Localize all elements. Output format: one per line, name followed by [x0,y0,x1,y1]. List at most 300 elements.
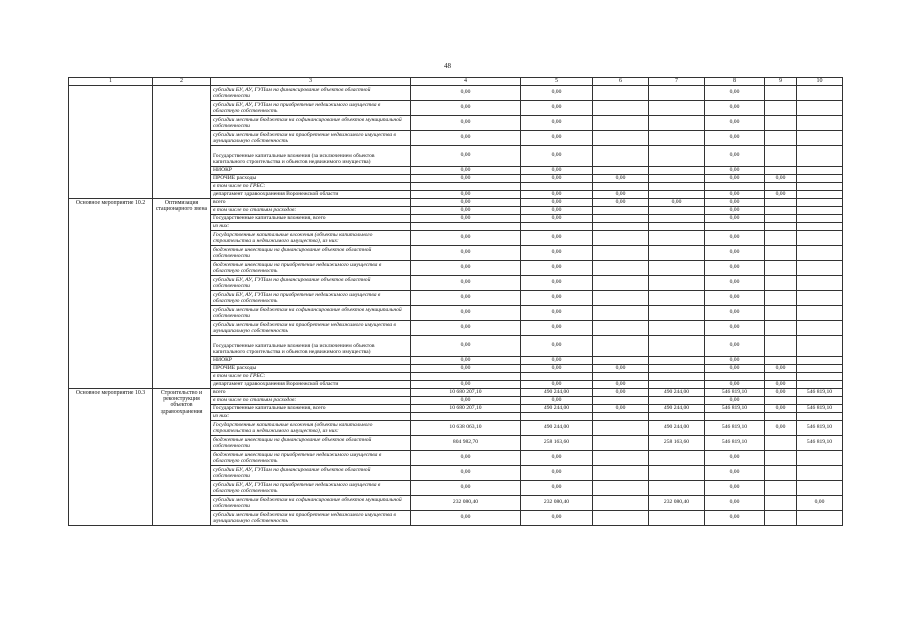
value-cell [765,306,797,321]
value-cell [797,413,843,421]
value-cell: 546 819,10 [797,405,843,413]
value-cell [765,436,797,451]
row-description: всего [211,199,411,207]
col-header: 6 [593,78,649,86]
value-cell: 0,00 [411,451,521,466]
value-cell: 0,00 [765,175,797,183]
value-cell: 0,00 [705,321,765,336]
value-cell: 0,00 [705,496,765,511]
value-cell [649,131,705,146]
value-cell: 0,00 [521,146,593,167]
value-cell [765,131,797,146]
value-cell [649,321,705,336]
value-cell: 0,00 [765,381,797,389]
value-cell: 0,00 [521,365,593,373]
row-description: всего [211,389,411,397]
value-cell [649,451,705,466]
col-header: 3 [211,78,411,86]
value-cell [797,215,843,223]
value-cell [593,413,649,421]
value-cell [797,207,843,215]
value-cell: 490 244,00 [649,389,705,397]
measure-name: Оптимизация стационарного звена [153,199,211,389]
value-cell [649,191,705,199]
value-cell: 0,00 [411,131,521,146]
value-cell: 258 163,60 [649,436,705,451]
value-cell [593,131,649,146]
value-cell: 232 080,40 [649,496,705,511]
value-cell: 0,00 [521,199,593,207]
value-cell: 0,00 [411,357,521,365]
col-header: 5 [521,78,593,86]
row-description: субсидии местным бюджетам на приобретение недвижимого имущества в муниципальную собственность [211,131,411,146]
value-cell [765,511,797,526]
value-cell: 0,00 [521,191,593,199]
value-cell: 0,00 [521,291,593,306]
value-cell: 0,00 [649,199,705,207]
col-header: 2 [153,78,211,86]
row-description: субсидии местным бюджетам на софинансирование объектов муниципальной собственности [211,496,411,511]
row-description: субсидии БУ, АУ, ГУПам на приобретение недвижимого имущества в областную собственность [211,291,411,306]
value-cell [797,291,843,306]
value-cell: 0,00 [705,481,765,496]
value-cell: 490 244,00 [649,405,705,413]
value-cell: 232 080,40 [521,496,593,511]
row-description: из них: [211,223,411,231]
value-cell [765,183,797,191]
value-cell [649,223,705,231]
value-cell: 0,00 [521,321,593,336]
value-cell [593,496,649,511]
value-cell [593,336,649,357]
value-cell: 232 080,40 [411,496,521,511]
value-cell [649,231,705,246]
value-cell [649,381,705,389]
value-cell [649,101,705,116]
value-cell: 490 244,00 [649,421,705,436]
value-cell [593,183,649,191]
row-description: ПРОЧИЕ расходы [211,175,411,183]
value-cell [521,413,593,421]
value-cell: 0,00 [593,175,649,183]
value-cell [593,223,649,231]
value-cell: 0,00 [705,261,765,276]
value-cell [593,436,649,451]
value-cell [593,146,649,167]
row-description: НИОКР [211,167,411,175]
value-cell: 0,00 [521,336,593,357]
value-cell: 0,00 [765,421,797,436]
value-cell [593,231,649,246]
value-cell [411,373,521,381]
value-cell [649,466,705,481]
value-cell: 0,00 [705,276,765,291]
value-cell: 10 638 063,10 [411,421,521,436]
value-cell: 0,00 [521,167,593,175]
row-description: бюджетные инвестиции на финансирование объектов областной собственности [211,436,411,451]
value-cell: 0,00 [411,261,521,276]
value-cell: 0,00 [411,276,521,291]
value-cell [593,321,649,336]
value-cell [797,246,843,261]
value-cell [765,466,797,481]
col-header: 8 [705,78,765,86]
value-cell: 0,00 [521,131,593,146]
row-description: субсидии БУ, АУ, ГУПам на приобретение недвижимого имущества в областную собственность [211,101,411,116]
value-cell [649,207,705,215]
row-description: бюджетные инвестиции на финансирование объектов областной собственности [211,246,411,261]
value-cell [797,397,843,405]
value-cell [649,116,705,131]
value-cell [797,511,843,526]
row-description: департамент здравоохранения Воронежской области [211,191,411,199]
value-cell [765,291,797,306]
value-cell: 0,00 [521,231,593,246]
value-cell [411,223,521,231]
value-cell [649,397,705,405]
value-cell [797,131,843,146]
row-description: в том числе по статьям расходов: [211,397,411,405]
value-cell [649,413,705,421]
value-cell: 0,00 [705,86,765,101]
value-cell [797,357,843,365]
value-cell [797,451,843,466]
value-cell [797,466,843,481]
table-row [69,86,843,101]
value-cell [797,365,843,373]
row-description: Государственные капитальные вложения, всего [211,215,411,223]
value-cell: 0,00 [705,191,765,199]
value-cell: 0,00 [521,466,593,481]
value-cell: 490 244,00 [521,405,593,413]
value-cell: 0,00 [521,86,593,101]
table-row [69,199,843,207]
value-cell: 0,00 [797,496,843,511]
value-cell [649,86,705,101]
value-cell [649,365,705,373]
value-cell: 0,00 [705,101,765,116]
value-cell: 0,00 [593,199,649,207]
row-description: Государственные капитальные вложения (объекты капитального строительства и недвижимого имущества), из них: [211,231,411,246]
value-cell [649,373,705,381]
value-cell: 0,00 [411,321,521,336]
value-cell: 0,00 [521,261,593,276]
row-description: в том числе по ГРБС: [211,373,411,381]
value-cell [765,261,797,276]
value-cell: 0,00 [411,231,521,246]
value-cell: 0,00 [705,207,765,215]
value-cell: 0,00 [705,231,765,246]
value-cell [649,276,705,291]
value-cell: 0,00 [765,365,797,373]
value-cell: 0,00 [411,175,521,183]
value-cell [411,183,521,191]
value-cell [521,223,593,231]
value-cell [705,373,765,381]
value-cell [797,199,843,207]
value-cell [593,481,649,496]
value-cell [705,413,765,421]
col-header: 9 [765,78,797,86]
value-cell: 0,00 [411,167,521,175]
value-cell [593,291,649,306]
value-cell [411,413,521,421]
value-cell [765,146,797,167]
value-cell [593,167,649,175]
value-cell [797,321,843,336]
value-cell [797,101,843,116]
value-cell [797,116,843,131]
value-cell [765,481,797,496]
value-cell: 0,00 [705,246,765,261]
value-cell: 0,00 [705,175,765,183]
value-cell [797,373,843,381]
value-cell [797,146,843,167]
col-header: 7 [649,78,705,86]
value-cell [765,246,797,261]
value-cell: 0,00 [705,215,765,223]
value-cell: 0,00 [411,146,521,167]
row-description: Государственные капитальные вложения (за исключением объектов капитального строительства и объектов недвижимого имущества) [211,336,411,357]
value-cell [797,231,843,246]
value-cell: 0,00 [411,191,521,199]
value-cell: 0,00 [411,481,521,496]
value-cell: 0,00 [411,116,521,131]
table-row [69,389,843,397]
value-cell: 546 819,10 [705,436,765,451]
row-description: в том числе по ГРБС: [211,183,411,191]
value-cell: 0,00 [521,357,593,365]
value-cell [593,511,649,526]
value-cell [593,451,649,466]
value-cell: 0,00 [411,246,521,261]
value-cell [765,116,797,131]
value-cell [797,223,843,231]
value-cell: 0,00 [411,365,521,373]
value-cell [649,183,705,191]
value-cell [593,421,649,436]
col-header: 1 [69,78,153,86]
value-cell [593,86,649,101]
value-cell: 490 244,00 [521,421,593,436]
col-header: 4 [411,78,521,86]
value-cell: 0,00 [705,146,765,167]
measure-label: Основное мероприятие 10.3 [69,389,153,526]
value-cell [521,183,593,191]
row-description: субсидии местным бюджетам на софинансирование объектов муниципальной собственности [211,116,411,131]
value-cell [521,373,593,381]
value-cell [649,215,705,223]
row-description: НИОКР [211,357,411,365]
value-cell [765,397,797,405]
value-cell: 0,00 [705,511,765,526]
value-cell [593,373,649,381]
measure-label-continued [69,86,153,199]
value-cell: 0,00 [521,511,593,526]
value-cell: 0,00 [593,389,649,397]
value-cell: 0,00 [705,199,765,207]
value-cell: 0,00 [521,306,593,321]
row-description: ПРОЧИЕ расходы [211,365,411,373]
row-description: Государственные капитальные вложения, всего [211,405,411,413]
value-cell [705,223,765,231]
value-cell [797,381,843,389]
value-cell [797,183,843,191]
value-cell: 0,00 [705,397,765,405]
value-cell [593,397,649,405]
value-cell: 0,00 [765,405,797,413]
row-description: субсидии БУ, АУ, ГУПам на финансирование объектов областной собственности [211,86,411,101]
value-cell: 0,00 [705,357,765,365]
value-cell [765,336,797,357]
value-cell: 0,00 [411,511,521,526]
row-description: Государственные капитальные вложения (объекты капитального строительства и недвижимого имущества), из них: [211,421,411,436]
value-cell [649,167,705,175]
value-cell: 0,00 [411,199,521,207]
value-cell: 0,00 [705,131,765,146]
row-description: в том числе по статьям расходов: [211,207,411,215]
value-cell [765,276,797,291]
value-cell: 546 819,10 [705,421,765,436]
value-cell [797,261,843,276]
value-cell [593,207,649,215]
value-cell: 490 244,00 [521,389,593,397]
value-cell: 546 819,10 [797,389,843,397]
value-cell [593,116,649,131]
page-number: 48 [444,62,451,70]
value-cell: 10 680 207,10 [411,389,521,397]
value-cell [765,231,797,246]
value-cell [765,357,797,365]
row-description: субсидии местным бюджетам на софинансирование объектов муниципальной собственности [211,306,411,321]
row-description: Государственные капитальные вложения (за исключением объектов капитального строительства и объектов недвижимого имущества) [211,146,411,167]
value-cell [649,146,705,167]
value-cell [765,167,797,175]
value-cell: 0,00 [705,381,765,389]
value-cell [765,321,797,336]
value-cell: 0,00 [411,336,521,357]
value-cell [649,261,705,276]
value-cell: 0,00 [411,397,521,405]
value-cell: 0,00 [765,191,797,199]
value-cell: 0,00 [521,101,593,116]
row-description: субсидии БУ, АУ, ГУПам на финансирование объектов областной собственности [211,276,411,291]
value-cell: 0,00 [593,405,649,413]
row-description: субсидии БУ, АУ, ГУПам на приобретение недвижимого имущества в областную собственность [211,481,411,496]
value-cell: 0,00 [411,207,521,215]
row-description: бюджетные инвестиции на приобретение недвижимого имущества в областную собственность [211,451,411,466]
value-cell: 0,00 [411,86,521,101]
value-cell [649,306,705,321]
value-cell [649,357,705,365]
value-cell: 0,00 [411,101,521,116]
value-cell [797,276,843,291]
value-cell: 0,00 [521,207,593,215]
value-cell [593,215,649,223]
value-cell [765,207,797,215]
value-cell [593,276,649,291]
value-cell [765,451,797,466]
value-cell: 546 819,10 [797,436,843,451]
value-cell [593,466,649,481]
value-cell [797,336,843,357]
value-cell: 0,00 [521,381,593,389]
value-cell: 0,00 [705,365,765,373]
value-cell [765,215,797,223]
value-cell [797,306,843,321]
value-cell [765,413,797,421]
value-cell [649,336,705,357]
value-cell: 0,00 [521,246,593,261]
value-cell: 258 163,60 [521,436,593,451]
value-cell [649,481,705,496]
value-cell [705,183,765,191]
value-cell [649,511,705,526]
budget-table [68,77,843,526]
value-cell [593,246,649,261]
value-cell: 0,00 [705,466,765,481]
value-cell [797,191,843,199]
value-cell [593,306,649,321]
value-cell [797,167,843,175]
value-cell: 0,00 [411,291,521,306]
value-cell: 0,00 [593,365,649,373]
value-cell [797,481,843,496]
value-cell: 0,00 [705,167,765,175]
value-cell: 10 680 207,10 [411,405,521,413]
value-cell [649,291,705,306]
value-cell: 0,00 [411,381,521,389]
row-description: субсидии местным бюджетам на приобретение недвижимого имущества в муниципальную собственность [211,321,411,336]
value-cell [593,357,649,365]
value-cell [649,175,705,183]
value-cell [765,101,797,116]
value-cell: 0,00 [593,381,649,389]
value-cell: 0,00 [705,306,765,321]
value-cell [797,86,843,101]
value-cell: 546 819,10 [705,389,765,397]
header-row [69,78,843,86]
value-cell: 0,00 [521,451,593,466]
value-cell: 0,00 [593,191,649,199]
row-description: субсидии БУ, АУ, ГУПам на финансирование объектов областной собственности [211,466,411,481]
value-cell: 546 819,10 [797,421,843,436]
value-cell: 804 982,70 [411,436,521,451]
value-cell: 0,00 [521,481,593,496]
value-cell: 0,00 [521,397,593,405]
row-description: бюджетные инвестиции на приобретение недвижимого имущества в областную собственность [211,261,411,276]
value-cell [765,223,797,231]
value-cell: 0,00 [411,466,521,481]
row-description: субсидии местным бюджетам на приобретение недвижимого имущества в муниципальную собственность [211,511,411,526]
value-cell: 0,00 [411,215,521,223]
value-cell [593,101,649,116]
measure-label: Основное мероприятие 10.2 [69,199,153,389]
value-cell: 0,00 [521,116,593,131]
value-cell: 0,00 [705,451,765,466]
value-cell: 0,00 [521,276,593,291]
value-cell: 0,00 [705,291,765,306]
value-cell: 546 819,10 [705,405,765,413]
value-cell: 0,00 [765,389,797,397]
value-cell: 0,00 [705,116,765,131]
value-cell [649,246,705,261]
value-cell [765,373,797,381]
value-cell [765,496,797,511]
row-description: департамент здравоохранения Воронежской области [211,381,411,389]
value-cell [765,199,797,207]
value-cell [593,261,649,276]
